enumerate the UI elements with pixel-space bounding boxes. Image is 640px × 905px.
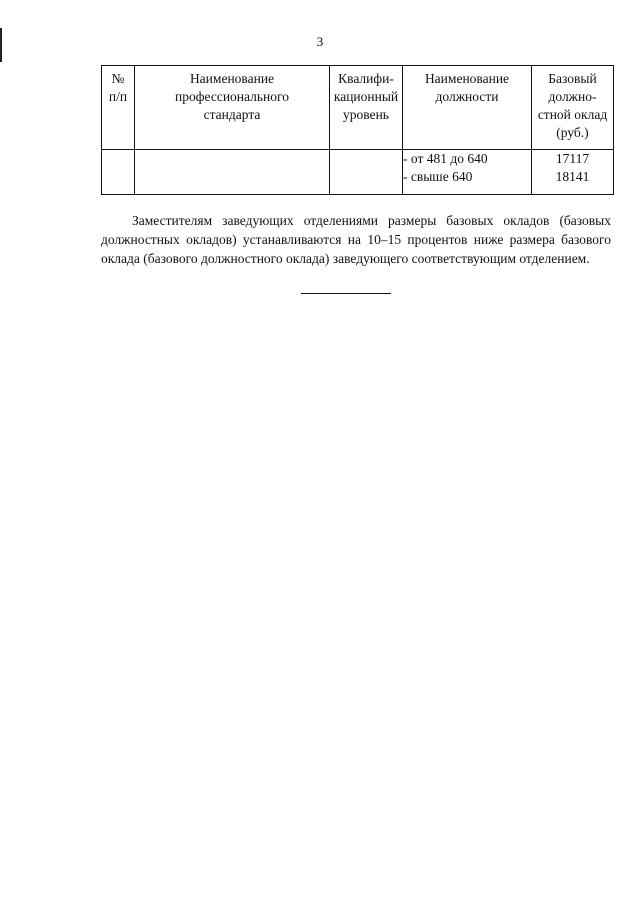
header-base-salary xyxy=(532,66,614,150)
header-line: Базовый xyxy=(548,71,597,86)
table-row xyxy=(102,150,614,195)
cell-positions xyxy=(403,150,532,195)
header-line: стной оклад xyxy=(537,107,608,122)
header-line: Квалифи- xyxy=(338,71,394,86)
end-divider xyxy=(301,293,391,294)
header-line: должности xyxy=(435,89,499,104)
table-header-row xyxy=(102,66,614,150)
header-line: Наименование xyxy=(424,71,510,86)
header-number xyxy=(102,66,135,150)
cell-standard xyxy=(135,150,330,195)
header-line: уровень xyxy=(343,107,389,122)
header-line: Наименование xyxy=(189,71,275,86)
salary-value: 17117 xyxy=(555,151,590,166)
body-paragraph: Заместителям заведующих отделениями размеры базовых окладов (базовых должностных окладов) устанавливаются на 10–15 процентов ниже размера базового оклада (базового должностного оклада) заведующего соответствующим отделением. xyxy=(101,213,611,266)
position-range: - свыше 640 xyxy=(403,169,473,184)
header-line: п/п xyxy=(108,89,128,104)
header-line: профессионального xyxy=(175,89,289,104)
position-range: - от 481 до 640 xyxy=(403,151,488,166)
cell-salaries xyxy=(532,150,614,195)
header-position-name xyxy=(403,66,532,150)
salary-table xyxy=(101,65,614,195)
header-line: (руб.) xyxy=(556,125,589,140)
header-line: № xyxy=(111,71,125,86)
header-line: кационный xyxy=(333,89,399,104)
header-line: должно- xyxy=(548,89,597,104)
header-line: стандарта xyxy=(203,107,261,122)
cell-level xyxy=(330,150,403,195)
cell-number xyxy=(102,150,135,195)
salary-value: 18141 xyxy=(555,169,590,184)
header-qualification-level xyxy=(330,66,403,150)
header-professional-standard xyxy=(135,66,330,150)
page-number: 3 xyxy=(316,34,324,49)
